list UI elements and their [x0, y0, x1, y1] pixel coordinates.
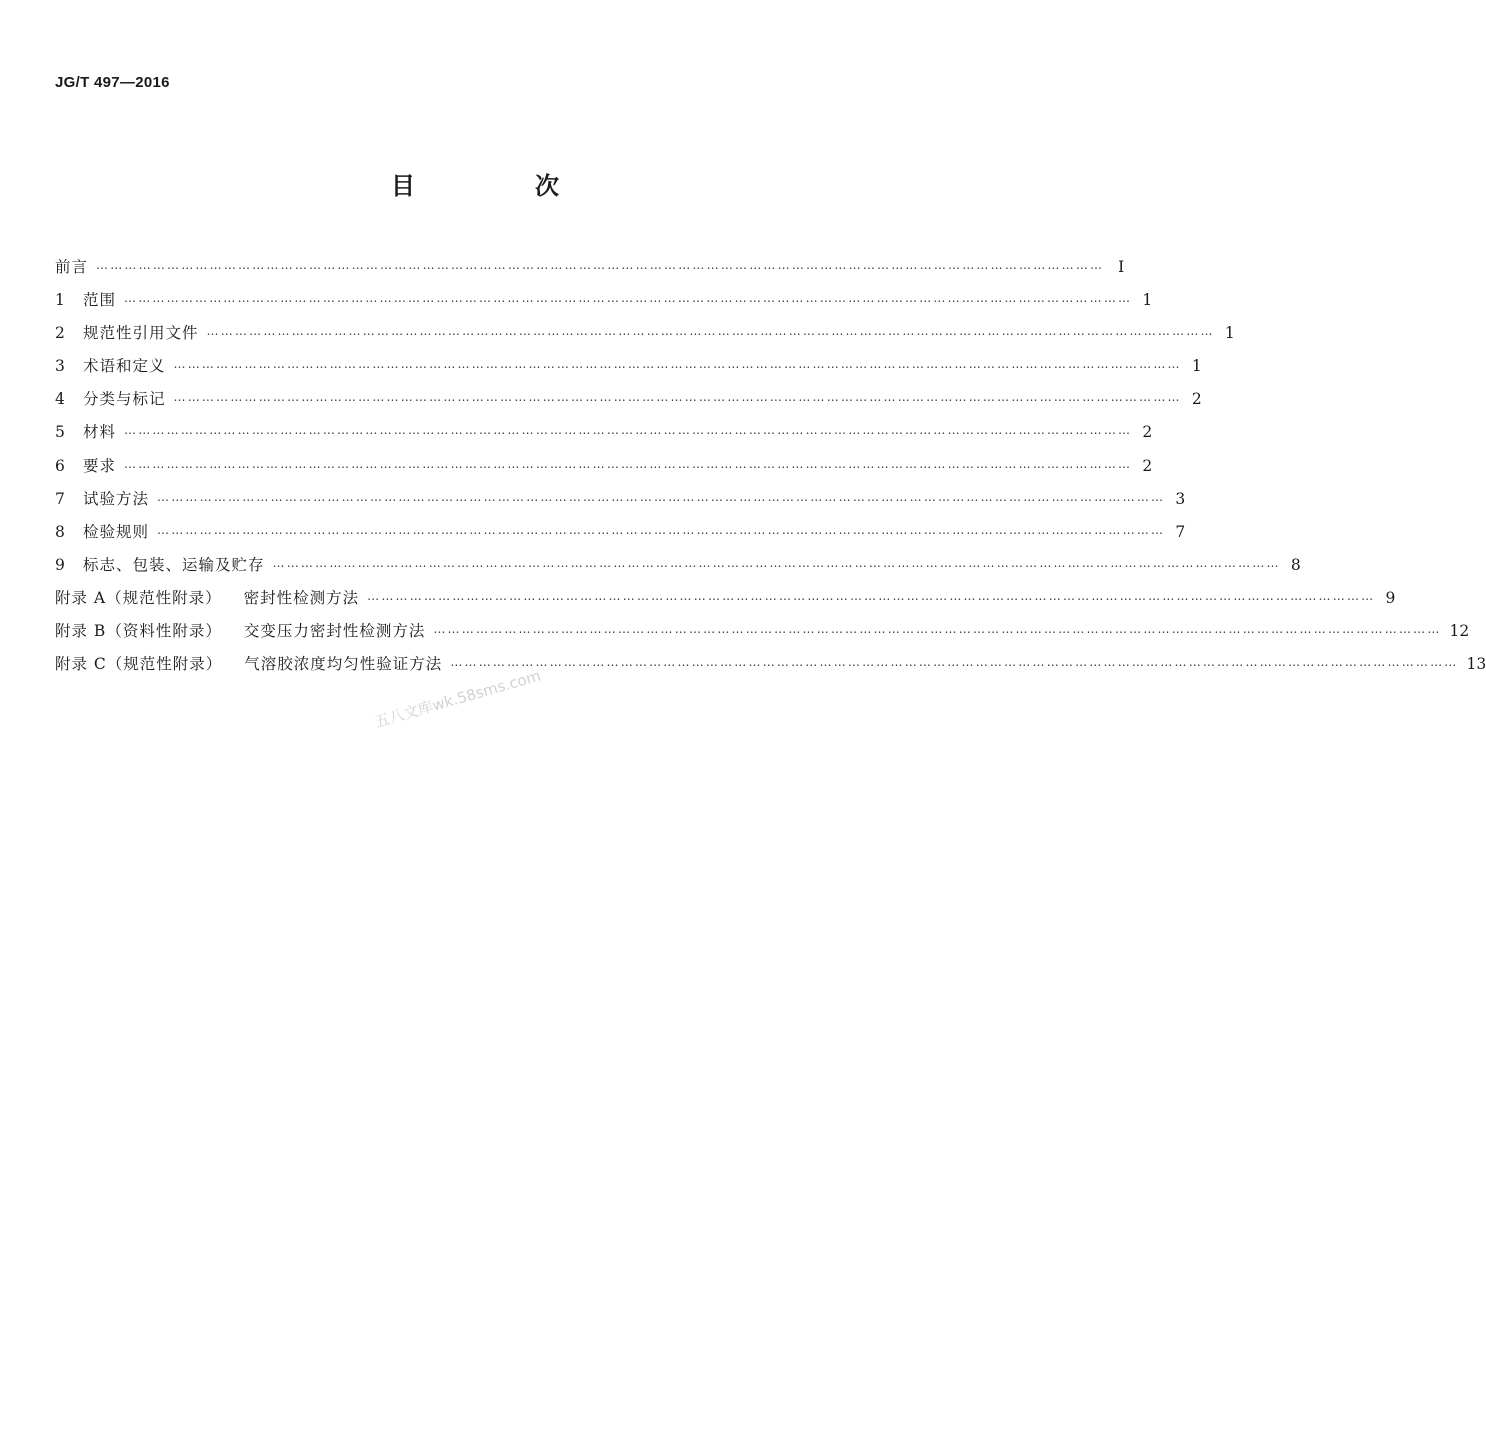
toc-entry[interactable] — [55, 520, 1186, 553]
toc-leader-dots: …………………………………………………………………………………………………………………………………………………………………………………………… — [96, 258, 1105, 272]
toc-leader-dots: …………………………………………………………………………………………………………………………………………………………………………………………… — [173, 357, 1182, 372]
toc-entry-number: 2 — [55, 324, 65, 343]
toc-entry-number: 4 — [55, 390, 65, 409]
toc-page-number: 2 — [1142, 456, 1153, 475]
toc-leader-dots: …………………………………………………………………………………………………………………………………………………………………………………………… — [433, 622, 1442, 637]
toc-page-number: 1 — [1224, 324, 1235, 343]
toc-entry-sublabel: 气溶胶浓度均匀性验证方法 — [244, 655, 443, 674]
toc-entry-label: 附录 B（资料性附录） — [55, 622, 222, 641]
toc-entry[interactable] — [55, 420, 1153, 453]
toc-page-number: 2 — [1142, 423, 1153, 442]
toc-entry[interactable] — [55, 255, 1125, 288]
toc-entry-label: 规范性引用文件 — [83, 324, 199, 343]
toc-entry[interactable] — [55, 288, 1153, 321]
toc-page-number: 1 — [1142, 291, 1153, 310]
toc-page-number: 9 — [1385, 588, 1396, 607]
toc-leader-dots: …………………………………………………………………………………………………………………………………………………………………………………………… — [206, 324, 1215, 339]
toc-leader-dots: …………………………………………………………………………………………………………………………………………………………………………………………… — [157, 522, 1166, 537]
toc-leader-dots: …………………………………………………………………………………………………………………………………………………………………………………………… — [124, 423, 1133, 438]
toc-entry-number: 7 — [55, 489, 65, 508]
toc-entry-sublabel: 交变压力密封性检测方法 — [243, 622, 426, 641]
toc-leader-dots: …………………………………………………………………………………………………………………………………………………………………………………………… — [173, 390, 1182, 405]
toc-entry-sublabel: 密封性检测方法 — [243, 588, 360, 607]
toc-entry-label: 检验规则 — [83, 522, 150, 541]
watermark: 五八文库wk.58sms.com — [372, 666, 543, 732]
toc-page-number: 1 — [1191, 357, 1202, 376]
toc-entry[interactable] — [55, 354, 1202, 387]
toc-entry[interactable] — [55, 387, 1202, 420]
toc-page-number: 12 — [1449, 622, 1470, 641]
toc-page-number: 7 — [1175, 522, 1186, 541]
toc-entry-number: 1 — [55, 291, 65, 310]
toc-leader-dots: …………………………………………………………………………………………………………………………………………………………………………………………… — [450, 655, 1459, 670]
toc-entry-label: 附录 A（规范性附录） — [55, 588, 222, 607]
toc-entry[interactable] — [55, 487, 1186, 520]
toc-leader-dots: …………………………………………………………………………………………………………………………………………………………………………………………… — [272, 555, 1281, 570]
toc-entry-label: 标志、包装、运输及贮存 — [83, 555, 265, 574]
toc-entry-number: 8 — [55, 522, 65, 541]
toc-entry[interactable] — [55, 454, 1153, 487]
toc-page-number: Ⅰ — [1118, 258, 1125, 276]
toc-leader-dots: …………………………………………………………………………………………………………………………………………………………………………………………… — [367, 588, 1376, 603]
toc-leader-dots: …………………………………………………………………………………………………………………………………………………………………………………………… — [157, 489, 1166, 504]
table-of-contents — [55, 255, 1486, 685]
toc-entry[interactable] — [55, 652, 1486, 685]
toc-leader-dots: …………………………………………………………………………………………………………………………………………………………………………………………… — [124, 456, 1133, 471]
toc-entry-label: 要求 — [83, 456, 117, 475]
toc-entry-number: 5 — [55, 423, 65, 442]
toc-entry-label: 附录 C（规范性附录） — [55, 655, 223, 674]
standard-code: JG/T 497—2016 — [55, 74, 170, 91]
toc-entry-label: 范围 — [83, 291, 117, 310]
toc-page-number: 8 — [1290, 555, 1301, 574]
toc-entry-number: 9 — [55, 555, 65, 574]
toc-page-number: 3 — [1175, 489, 1186, 508]
toc-page-number: 2 — [1191, 390, 1202, 409]
toc-entry-label: 前言 — [55, 258, 89, 276]
toc-entry[interactable] — [55, 586, 1396, 619]
toc-entry-label: 试验方法 — [83, 489, 150, 508]
toc-entry-label: 分类与标记 — [83, 390, 166, 409]
toc-entry[interactable] — [55, 321, 1235, 354]
toc-entry-label: 材料 — [83, 423, 117, 442]
toc-entry-number: 6 — [55, 456, 65, 475]
page-title: 目 次 — [391, 172, 607, 200]
toc-entry[interactable] — [55, 553, 1301, 586]
toc-entry-label: 术语和定义 — [83, 357, 166, 376]
toc-entry[interactable] — [55, 619, 1470, 652]
toc-page-number: 13 — [1466, 655, 1486, 674]
toc-entry-number: 3 — [55, 357, 65, 376]
toc-leader-dots: …………………………………………………………………………………………………………………………………………………………………………………………… — [124, 291, 1133, 306]
